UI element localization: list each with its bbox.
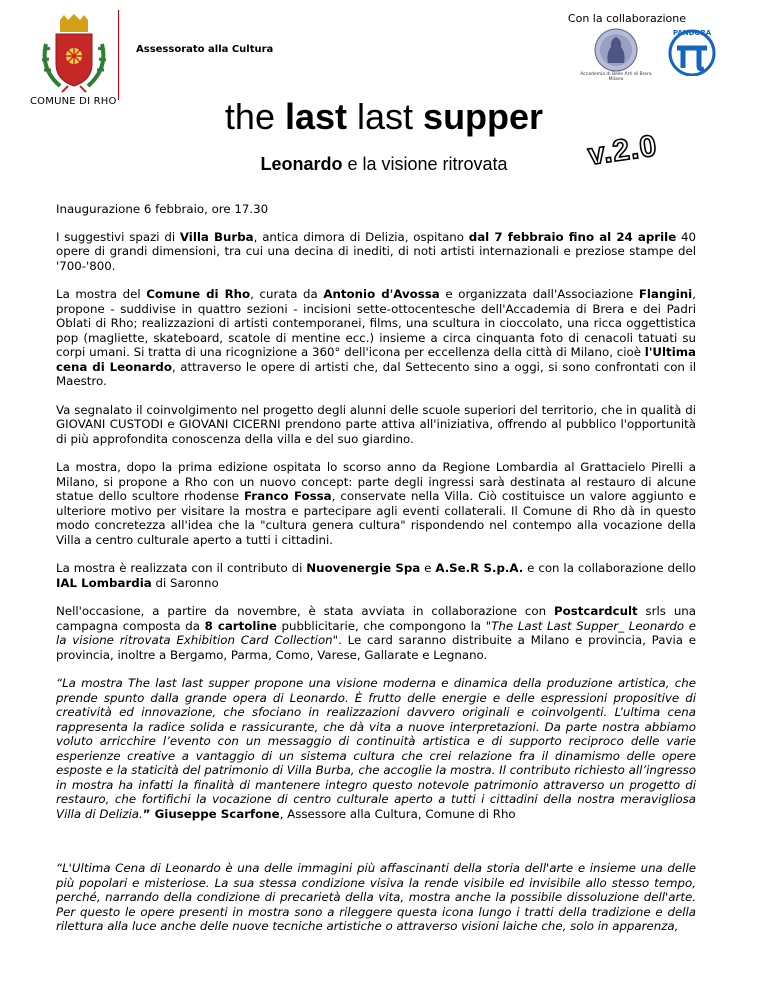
inauguration-date: Inaugurazione 6 febbraio, ore 17.30 [56, 202, 269, 216]
paragraph-villa-burba: I suggestivi spazi di Villa Burba, antica dimora di Delizia, ospitano dal 7 febbraio fino al 24 aprile 40 opere di grandi dimensioni, tra cui una decina di inediti, di noti artisti internazionali e preziose stampe del '700-'800. [56, 229, 697, 273]
paragraph-mostra-comune: La mostra del Comune di Rho, curata da Antonio d'Avossa e organizzata dall'Associazione Flangini, propone - suddivise in quattro sezioni - incisioni sette-ottocentesche dell'Accademia di Brera e dei Padri Oblati di Rho; realizzazioni di artisti contemporanei, films, una scultura in cioccolato, una ricca oggettistica pop (magliette, skateboard, scatole di mentine ecc.) insieme a circa cinquanta foto di cenacoli tatuati su corpi umani. Si tratta di una ricognizione a 360° dell'icona per eccellenza della città di Milano, cioè l'Ultima cena di Leonardo, attraverso le opere di artisti che, dal Settecento sino a oggi, si sono confrontati con il Maestro. [56, 287, 697, 388]
paragraph-postcards: Nell'occasione, a partire da novembre, è stata avviata in collaborazione con Postcardcult srls una campagna composta da 8 cartoline pubblicitarie, che compongono la "The Last Last Supper_ Leonardo e la visione ritrovata Exhibition Card Collection". Le card saranno distribuite a Milano e provincia, Pavia e provincia, inoltre a Bergamo, Parma, Como, Varese, Gallarate e Legnano. [56, 604, 696, 662]
accademia-brera-seal-icon [594, 28, 638, 72]
collaboration-label: Con la collaborazione [567, 12, 686, 25]
exhibition-subtitle: Leonardo e la visione ritrovata [260, 154, 508, 174]
header-divider [118, 10, 119, 100]
accademia-caption: Accademia di Belle Arti di Brera Milano [580, 72, 652, 82]
paragraph-new-concept: La mostra, dopo la prima edizione ospitata lo scorso anno da Regione Lombardia al Grattacielo Pirelli a Milano, si propone a Rho con un nuovo concept: parte degli ingressi sarà destinata al restauro di alcune statue dello scultore rhodense Franco Fossa, conservate nella Villa. Ciò costituisce un valore aggiunto e ulteriore motivo per visitare la mostra e partecipare agli eventi collaterali. Il Comune di Rho dà in questo modo concretezza all'idea che la "cultura genera cultura" rispondendo nel contempo alla vocazione della Villa a centro culturale aperto a tutti i cittadini. [56, 460, 697, 547]
press-release-body [56, 202, 696, 948]
version-badge: v.2.0 [585, 129, 660, 172]
quote-scarfone: “La mostra The last last supper propone una visione moderna e dinamica della produzione artistica, che prende spunto dalla grande opera di Leonardo. È frutto delle energie e delle espressioni propositive di creatività ed innovazione, che sfociano in realizzazioni davvero originali e coinvolgenti. L’ultima cena rappresenta la radice solida e rassicurante, che dà vita a nuove interpretazioni. Da parte nostra abbiamo voluto arricchire l’evento con un messaggio di continuità artistica e di supporto reciproco delle varie esperienze creative a vantaggio di un sistema cultura che crei relazione fra il dinamismo delle opere esposte e la staticità del patrimonio di Villa Burba, che accoglie la mostra. Il contributo richiesto all’ingresso in mostra ha infatti la finalità di mantenere integro questo notevole patrimonio attraverso un progetto di restauro, che fortifichi la vocazione di centro culturale aperto a tutti i cittadini della nostra meravigliosa Villa di Delizia.” Giuseppe Scarfone, Assessore alla Cultura, Comune di Rho [56, 676, 696, 821]
paragraph-sponsors: La mostra è realizzata con il contributo di Nuovenergie Spa e A.Se.R S.p.A. e con la collaborazione dello IAL Lombardia di Saronno [56, 561, 696, 590]
comune-label: COMUNE DI RHO [30, 96, 117, 107]
assessorato-label: Assessorato alla Cultura [136, 44, 274, 55]
pandora-logo-icon [664, 26, 720, 76]
quote-ultima-cena: “L'Ultima Cena di Leonardo è una delle immagini più affascinanti della storia dell'arte e insieme una delle più popolari e misteriose. La sua stessa condizione visiva la rende visibile ed invisibile allo stesso tempo, perché, narrando della condizione di precarietà della vita, mostra anche la possibile dissoluzione dell'arte. Per questo le opere presenti in mostra sono a rileggere questa icona lungo i tratti della tradizione e della rilettura alla luce anche delle nuove tecniche artistiche o attraverso visioni laiche che, solo in apparenza, [56, 861, 696, 933]
paragraph-giovani-custodi: Va segnalato il coinvolgimento nel progetto degli alunni delle scuole superiori del territorio, che in qualità di GIOVANI CUSTODI e GIOVANI CICERNI prendono parte attiva all'iniziativa, offrendo al pubblico l'opportunità di più approfondita conoscenza della villa e del suo giardino. [56, 402, 696, 446]
exhibition-title: the last last supper [224, 96, 544, 137]
pandora-text: PANDORA [672, 29, 712, 37]
comune-di-rho-crest-icon [40, 14, 108, 94]
